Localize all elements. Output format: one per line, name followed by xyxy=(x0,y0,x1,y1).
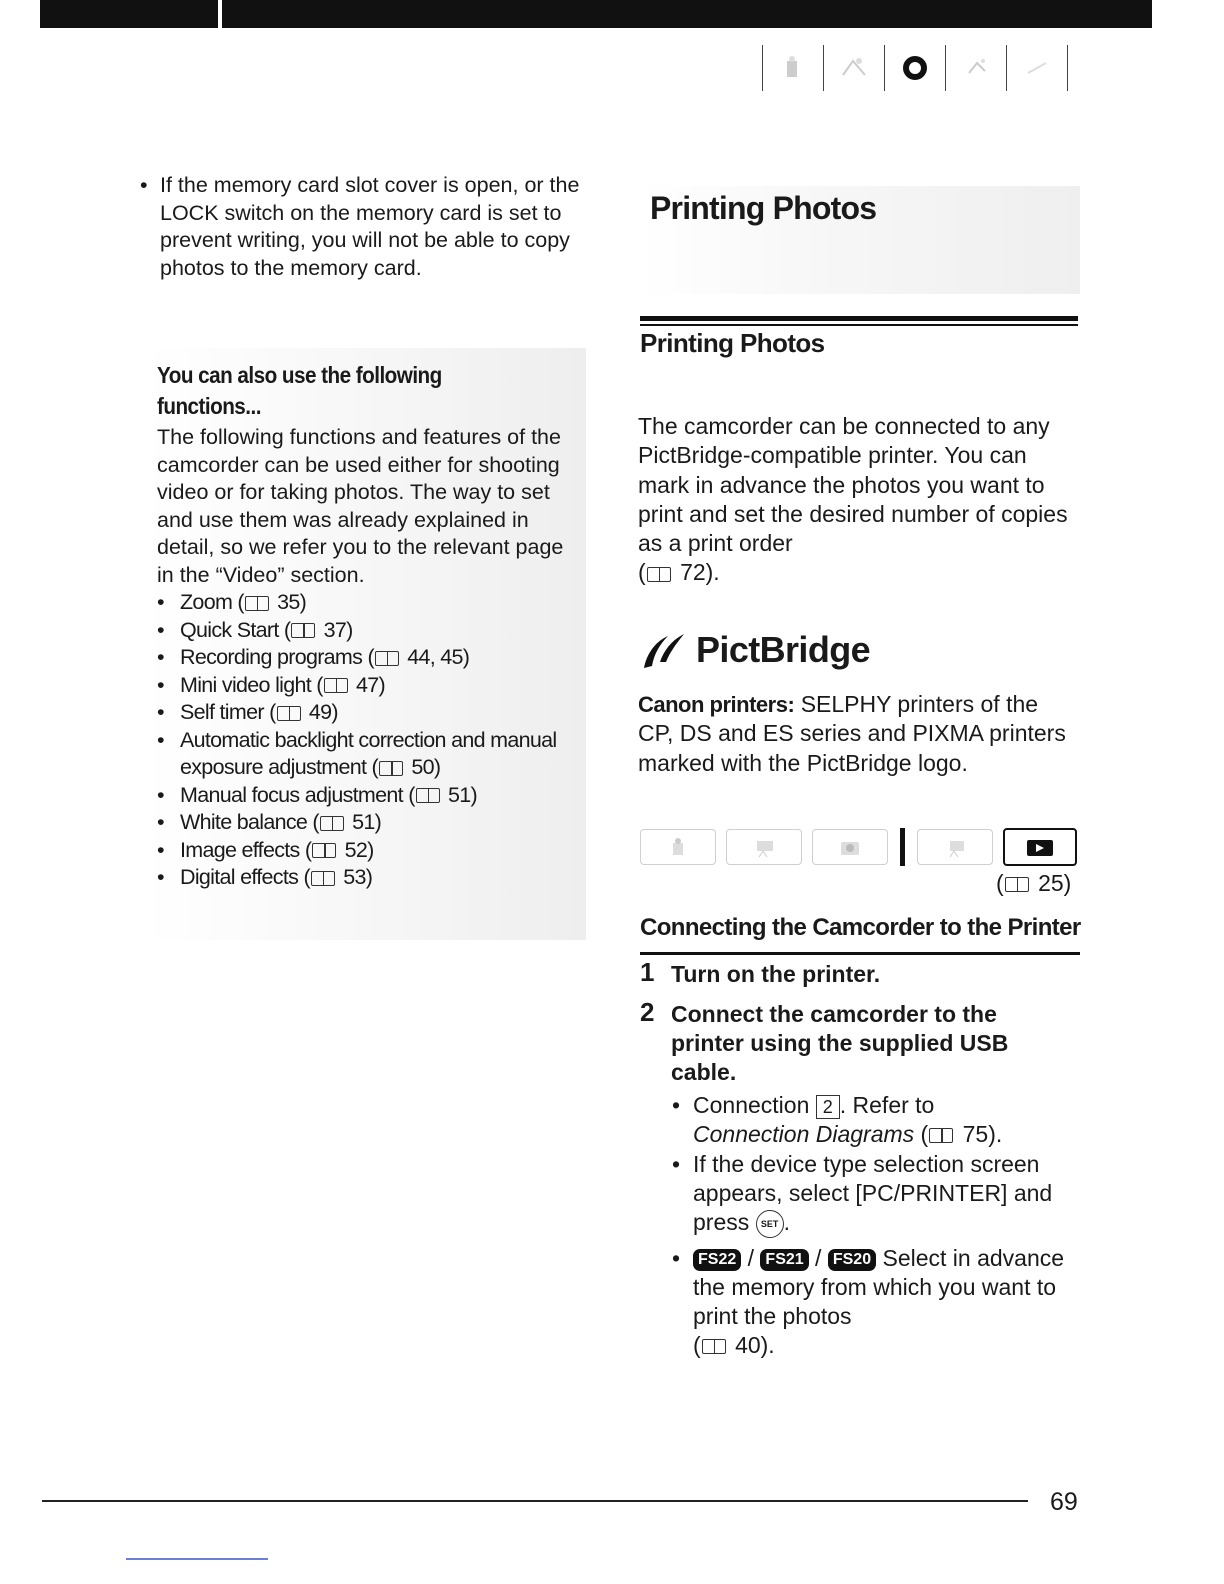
book-icon xyxy=(245,596,269,611)
function-item: • Recording programs ( 44, 45) xyxy=(157,645,470,669)
footer-rule xyxy=(42,1500,1028,1502)
photo-playback-icon xyxy=(946,45,1006,91)
book-icon xyxy=(702,1339,726,1354)
function-item: • Mini video light ( 47) xyxy=(157,672,386,697)
book-icon xyxy=(277,706,301,721)
photo-view-icon xyxy=(917,829,993,865)
movie-play-icon xyxy=(726,829,802,865)
mode-tab-icons xyxy=(762,44,1068,92)
mode-page-ref: ( 25) xyxy=(996,870,1072,896)
photo-playback-active-icon xyxy=(1003,828,1077,866)
left-column xyxy=(140,172,590,282)
book-icon xyxy=(324,678,348,693)
connection-number: 2 xyxy=(816,1095,840,1119)
function-item: • White balance ( 51) xyxy=(157,810,382,834)
set-button-icon: SET xyxy=(756,1210,784,1238)
other-icon xyxy=(1007,45,1067,91)
section-rule xyxy=(640,952,1080,955)
section-heading: Connecting the Camcorder to the Printer xyxy=(640,914,1081,941)
book-icon xyxy=(320,816,344,831)
model-badge-fs22: FS22 xyxy=(693,1249,741,1271)
mode-divider xyxy=(900,828,905,866)
page-number: 69 xyxy=(1050,1488,1078,1516)
book-icon xyxy=(312,843,336,858)
subsection-title: Printing Photos xyxy=(640,328,825,358)
function-item: • Quick Start ( 37) xyxy=(157,617,353,642)
mode-indicator-row xyxy=(640,828,1087,866)
function-item: • Zoom ( 35) xyxy=(157,590,307,614)
camera-mode-icon xyxy=(812,829,888,865)
canon-printers-paragraph: Canon printers: SELPHY printers of the CP, DS and ES series and PIXMA printers marked with the PictBridge logo. xyxy=(638,691,1066,776)
functions-box-text: The following functions and features of the camcorder can be used either for shooting video or for taking photos. The way to set and use them was already explained in detail, so we refer you to the relevant page in the “Video” section. xyxy=(157,425,564,587)
book-icon xyxy=(1005,877,1029,892)
title-rule-thin xyxy=(640,324,1078,326)
book-icon xyxy=(291,623,315,638)
movie-mode-icon xyxy=(763,45,823,91)
top-black-bar xyxy=(40,0,1152,28)
function-item: • Self timer ( 49) xyxy=(157,700,338,724)
book-icon xyxy=(379,761,403,776)
function-item: • Automatic backlight correction and manual exposure adjustment ( 50) xyxy=(157,727,557,779)
step-2-note-device-type: • If the device type selection screen appears, select [PC/PRINTER] and press SET . xyxy=(672,1150,1082,1238)
book-icon xyxy=(929,1128,953,1143)
function-item: • Digital effects ( 53) xyxy=(157,865,373,889)
canon-label: Canon printers: xyxy=(638,692,795,717)
function-item: • Manual focus adjustment ( 51) xyxy=(157,782,477,807)
footer-link-line xyxy=(126,1558,268,1560)
pictbridge-title: PictBridge xyxy=(696,629,871,670)
memory-card-note: • If the memory card slot cover is open, or the LOCK switch on the memory card is set to prevent writing, you will not be able to copy photos to the memory card. xyxy=(140,173,580,280)
title-rule xyxy=(640,316,1078,321)
playback-movie-icon xyxy=(824,45,884,91)
pictbridge-logo-icon xyxy=(640,628,686,672)
still-photo-icon xyxy=(885,45,945,91)
function-item: • Image effects ( 52) xyxy=(157,837,374,862)
functions-box-title: You can also use the following functions... xyxy=(157,362,442,419)
functions-box xyxy=(157,360,577,892)
functions-list xyxy=(157,589,577,892)
model-badge-fs21: FS21 xyxy=(760,1249,808,1271)
book-icon xyxy=(375,651,399,666)
model-badge-fs20: FS20 xyxy=(828,1249,876,1271)
book-icon xyxy=(647,567,671,582)
book-icon xyxy=(311,871,335,886)
page-title: Printing Photos xyxy=(650,190,877,226)
movie-mode-icon xyxy=(640,829,716,865)
pictbridge-heading xyxy=(640,628,870,672)
intro-paragraph: The camcorder can be connected to any PictBridge-compatible printer. You can mark in advance the photos you want to print and set the desired number of copies as a print order ( 72). xyxy=(638,413,1068,586)
step-2-note-connection: • Connection 2 . Refer to Connection Diagrams ( 75). xyxy=(672,1092,1003,1147)
step-2-note-memory: • FS22 / FS21 / FS20 Select in advance the memory from which you want to print the photos ( 40). xyxy=(672,1245,1065,1358)
book-icon xyxy=(416,788,440,803)
